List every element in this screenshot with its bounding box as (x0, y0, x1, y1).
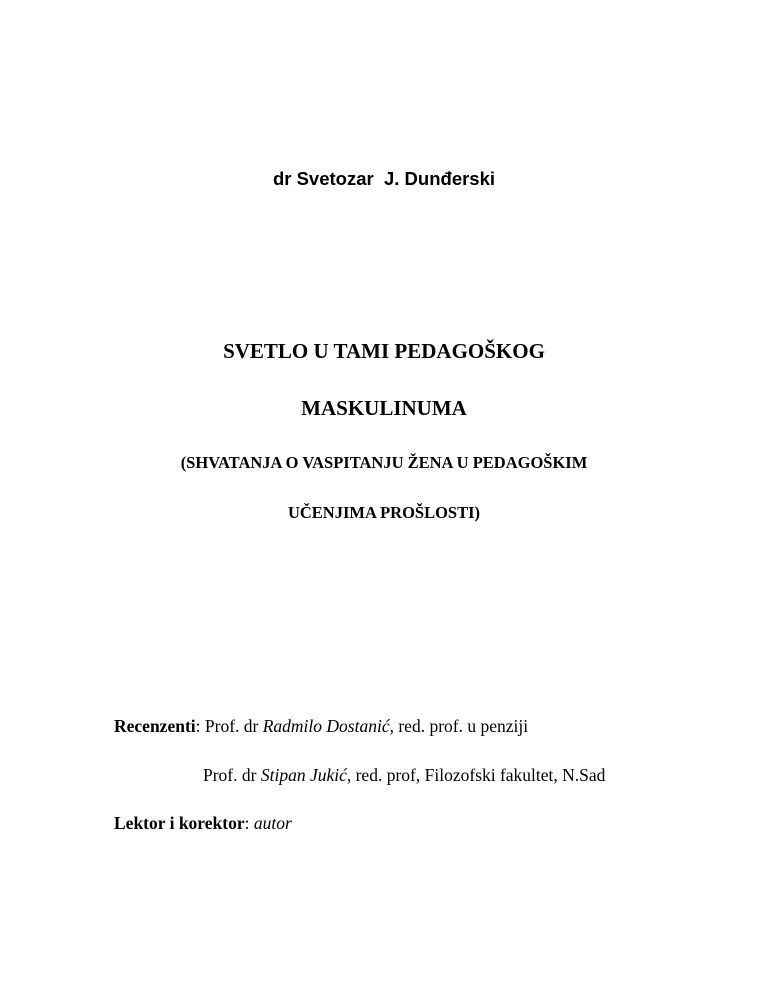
title-line-2: MASKULINUMA (301, 396, 467, 420)
reviewers-line-2 (203, 767, 605, 785)
reviewer-2-title: red. prof, Filozofski fakultet, N.Sad (351, 765, 606, 785)
reviewer-2-name: Stipan Jukić, (260, 765, 352, 785)
editor-label: Lektor i korektor (114, 813, 245, 833)
reviewer-1-title: , red. prof. u penziji (389, 716, 529, 736)
reviewer-1-prefix: Prof. dr (204, 716, 263, 736)
reviewers-label: Recenzenti (114, 716, 196, 736)
reviewer-1-name: Radmilo Dostanić (262, 716, 390, 736)
editor-separator: : (244, 813, 254, 833)
subtitle-line-2: UČENJIMA PROŠLOSTI) (287, 503, 481, 522)
author-name: dr Svetozar J. Dunđerski (272, 168, 496, 189)
editor-value: autor (253, 813, 292, 833)
subtitle-line-1: (SHVATANJA O VASPITANJU ŽENA U PEDAGOŠKIM (180, 453, 588, 472)
reviewers-separator: : (195, 716, 205, 736)
reviewer-2-prefix: Prof. dr (203, 765, 261, 785)
title-line-1: SVETLO U TAMI PEDAGOŠKOG (223, 339, 545, 363)
reviewers-line-1 (114, 718, 528, 736)
editor-line (114, 815, 292, 833)
